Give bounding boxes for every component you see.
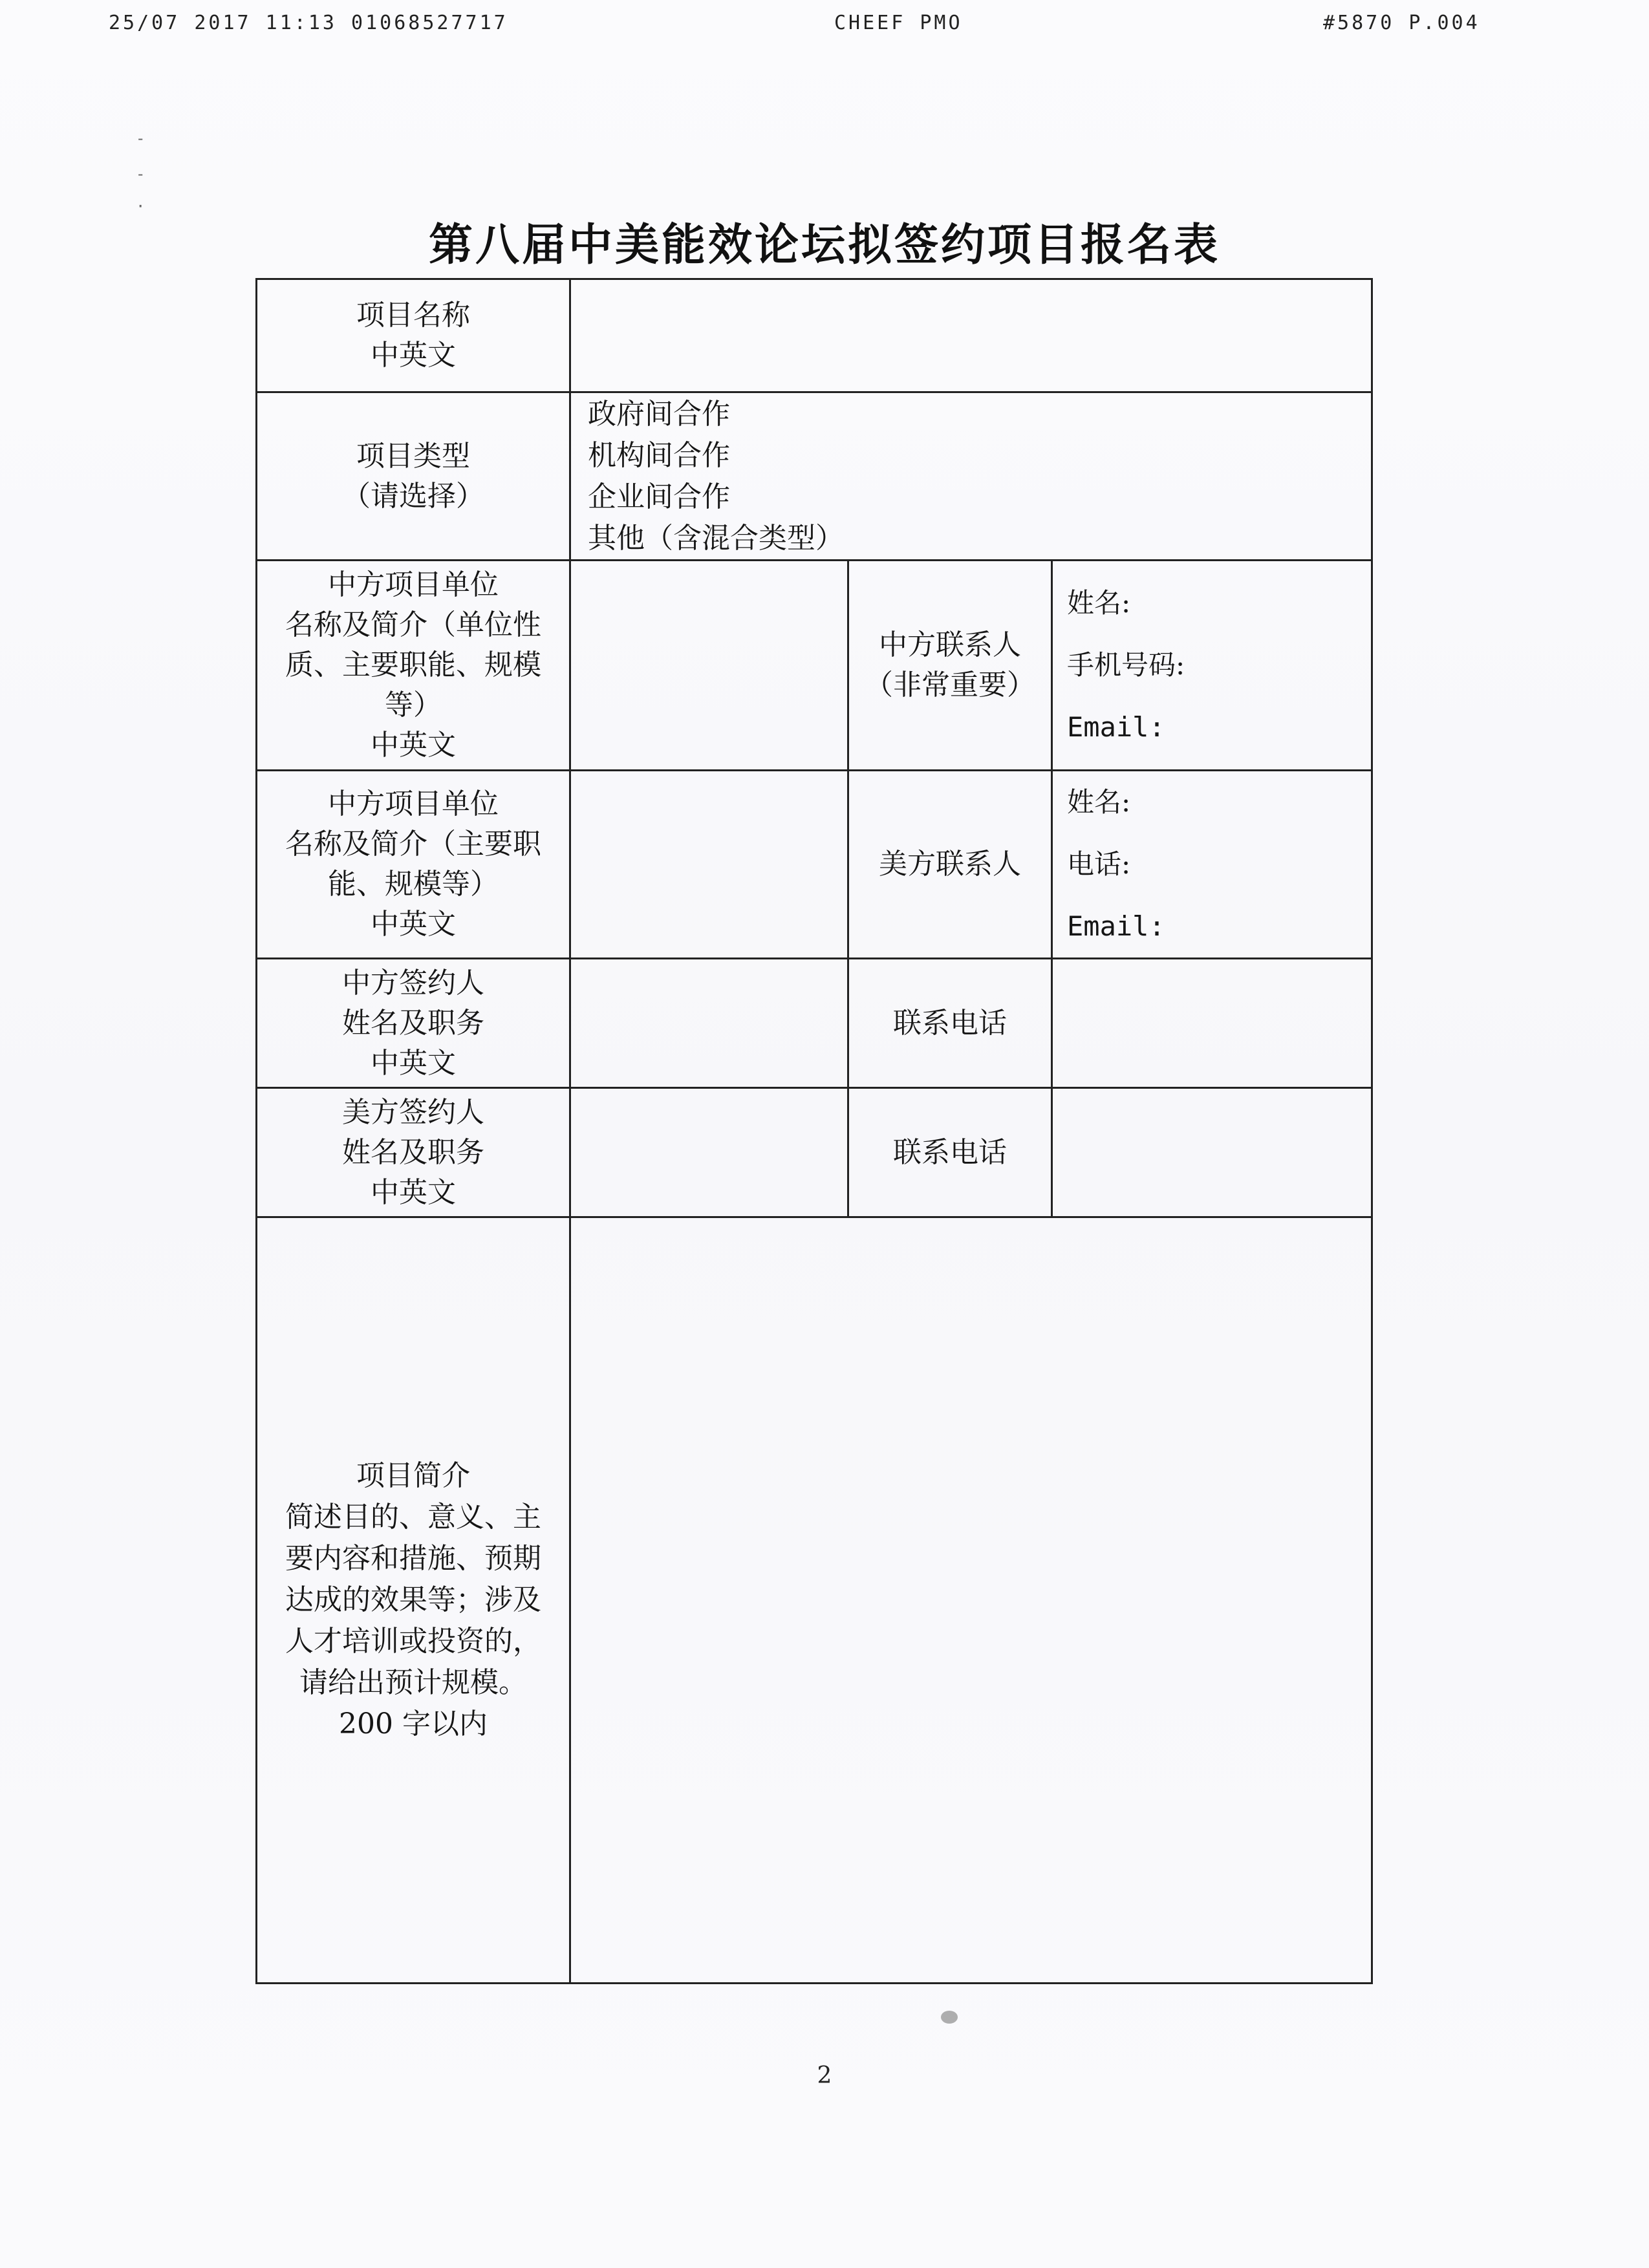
email-field[interactable]: Email: xyxy=(1067,711,1165,743)
us-contact-fields[interactable] xyxy=(1052,771,1372,959)
name-field[interactable]: 姓名: xyxy=(1067,786,1131,818)
summary-field[interactable] xyxy=(570,1217,1372,1984)
cn-unit-field[interactable] xyxy=(570,561,848,771)
label-sub: 中英文 xyxy=(371,339,456,372)
label-sub: 中英文 xyxy=(371,729,456,762)
label-text: 中方签约人 xyxy=(342,966,484,1000)
option-government[interactable]: 政府间合作 xyxy=(588,397,730,431)
mobile-field[interactable]: 手机号码: xyxy=(1067,649,1185,681)
summary-instruction-line: 要内容和措施、预期 xyxy=(285,1542,541,1575)
cn-signer-phone-field[interactable] xyxy=(1052,959,1372,1088)
row-project-type xyxy=(257,392,1372,561)
name-field[interactable]: 姓名: xyxy=(1067,587,1131,619)
option-institution[interactable]: 机构间合作 xyxy=(588,438,730,472)
punch-mark: · xyxy=(136,197,146,215)
label-desc: 名称及简介（主要职能、规模等） xyxy=(285,828,541,901)
label-text: 项目类型 xyxy=(356,439,470,473)
us-signer-phone-field[interactable] xyxy=(1052,1088,1372,1217)
row-project-summary xyxy=(257,1217,1372,1984)
row-us-contact xyxy=(257,771,1372,959)
cn-contact-label xyxy=(848,561,1052,771)
label-text: 中方项目单位 xyxy=(328,787,499,820)
label-sub: 中英文 xyxy=(371,1175,456,1209)
project-type-label xyxy=(257,392,570,561)
us-signer-label xyxy=(257,1088,570,1217)
label-desc: 姓名及职务 xyxy=(342,1006,484,1040)
summary-instruction-line: 达成的效果等；涉及 xyxy=(285,1583,541,1616)
summary-instruction-line: 简述目的、意义、主 xyxy=(285,1501,541,1534)
project-name-field[interactable] xyxy=(570,279,1372,392)
page-number: 2 xyxy=(817,2062,832,2089)
label-sub: （请选择） xyxy=(342,479,484,513)
label-sub: 中英文 xyxy=(371,1046,456,1080)
punch-mark: - xyxy=(136,165,146,183)
registration-form-table xyxy=(255,278,1373,1984)
row-cn-signer xyxy=(257,959,1372,1088)
label-desc: 名称及简介（单位性质、主要职能、规模等） xyxy=(285,608,541,722)
fax-sender: CHEEF PMO xyxy=(834,12,963,34)
cn-signer-label xyxy=(257,959,570,1088)
scan-smudge xyxy=(941,2011,958,2024)
label-text: 项目名称 xyxy=(356,299,470,332)
summary-word-limit: 200 字以内 xyxy=(339,1707,488,1740)
fax-page-id: #5870 P.004 xyxy=(1323,12,1480,34)
phone-field[interactable]: 电话: xyxy=(1067,848,1131,880)
row-cn-unit xyxy=(257,561,1372,771)
form-title: 第八届中美能效论坛拟签约项目报名表 xyxy=(428,219,1220,271)
row-us-signer xyxy=(257,1088,1372,1217)
summary-label xyxy=(257,1217,570,1984)
label-sub: 中英文 xyxy=(371,908,456,941)
fax-header xyxy=(0,12,1649,40)
label-desc: 姓名及职务 xyxy=(342,1135,484,1169)
unit-label-2 xyxy=(257,771,570,959)
fax-timestamp: 25/07 2017 11:13 01068527717 xyxy=(109,12,508,34)
option-enterprise[interactable]: 企业间合作 xyxy=(588,480,730,513)
summary-instruction-line: 请给出预计规模。 xyxy=(299,1666,527,1699)
cn-unit-label xyxy=(257,561,570,771)
cn-contact-fields[interactable] xyxy=(1052,561,1372,771)
label-text: 中方项目单位 xyxy=(328,568,499,601)
label-text: 美方签约人 xyxy=(342,1095,484,1129)
cn-signer-phone-label: 联系电话 xyxy=(848,959,1052,1088)
us-signer-field[interactable] xyxy=(570,1088,848,1217)
us-contact-label: 美方联系人 xyxy=(848,771,1052,959)
email-field[interactable]: Email: xyxy=(1067,910,1165,942)
summary-instruction-line: 人才培训或投资的， xyxy=(285,1625,541,1658)
row-project-name xyxy=(257,279,1372,392)
unit-field-2[interactable] xyxy=(570,771,848,959)
punch-mark: - xyxy=(136,129,146,147)
us-signer-phone-label: 联系电话 xyxy=(848,1088,1052,1217)
label-sub: （非常重要） xyxy=(865,669,1035,701)
project-name-label xyxy=(257,279,570,392)
option-other[interactable]: 其他（含混合类型） xyxy=(588,521,844,555)
project-type-options xyxy=(570,392,1372,561)
cn-signer-field[interactable] xyxy=(570,959,848,1088)
label-text: 项目简介 xyxy=(356,1459,470,1492)
label-text: 中方联系人 xyxy=(879,628,1021,661)
